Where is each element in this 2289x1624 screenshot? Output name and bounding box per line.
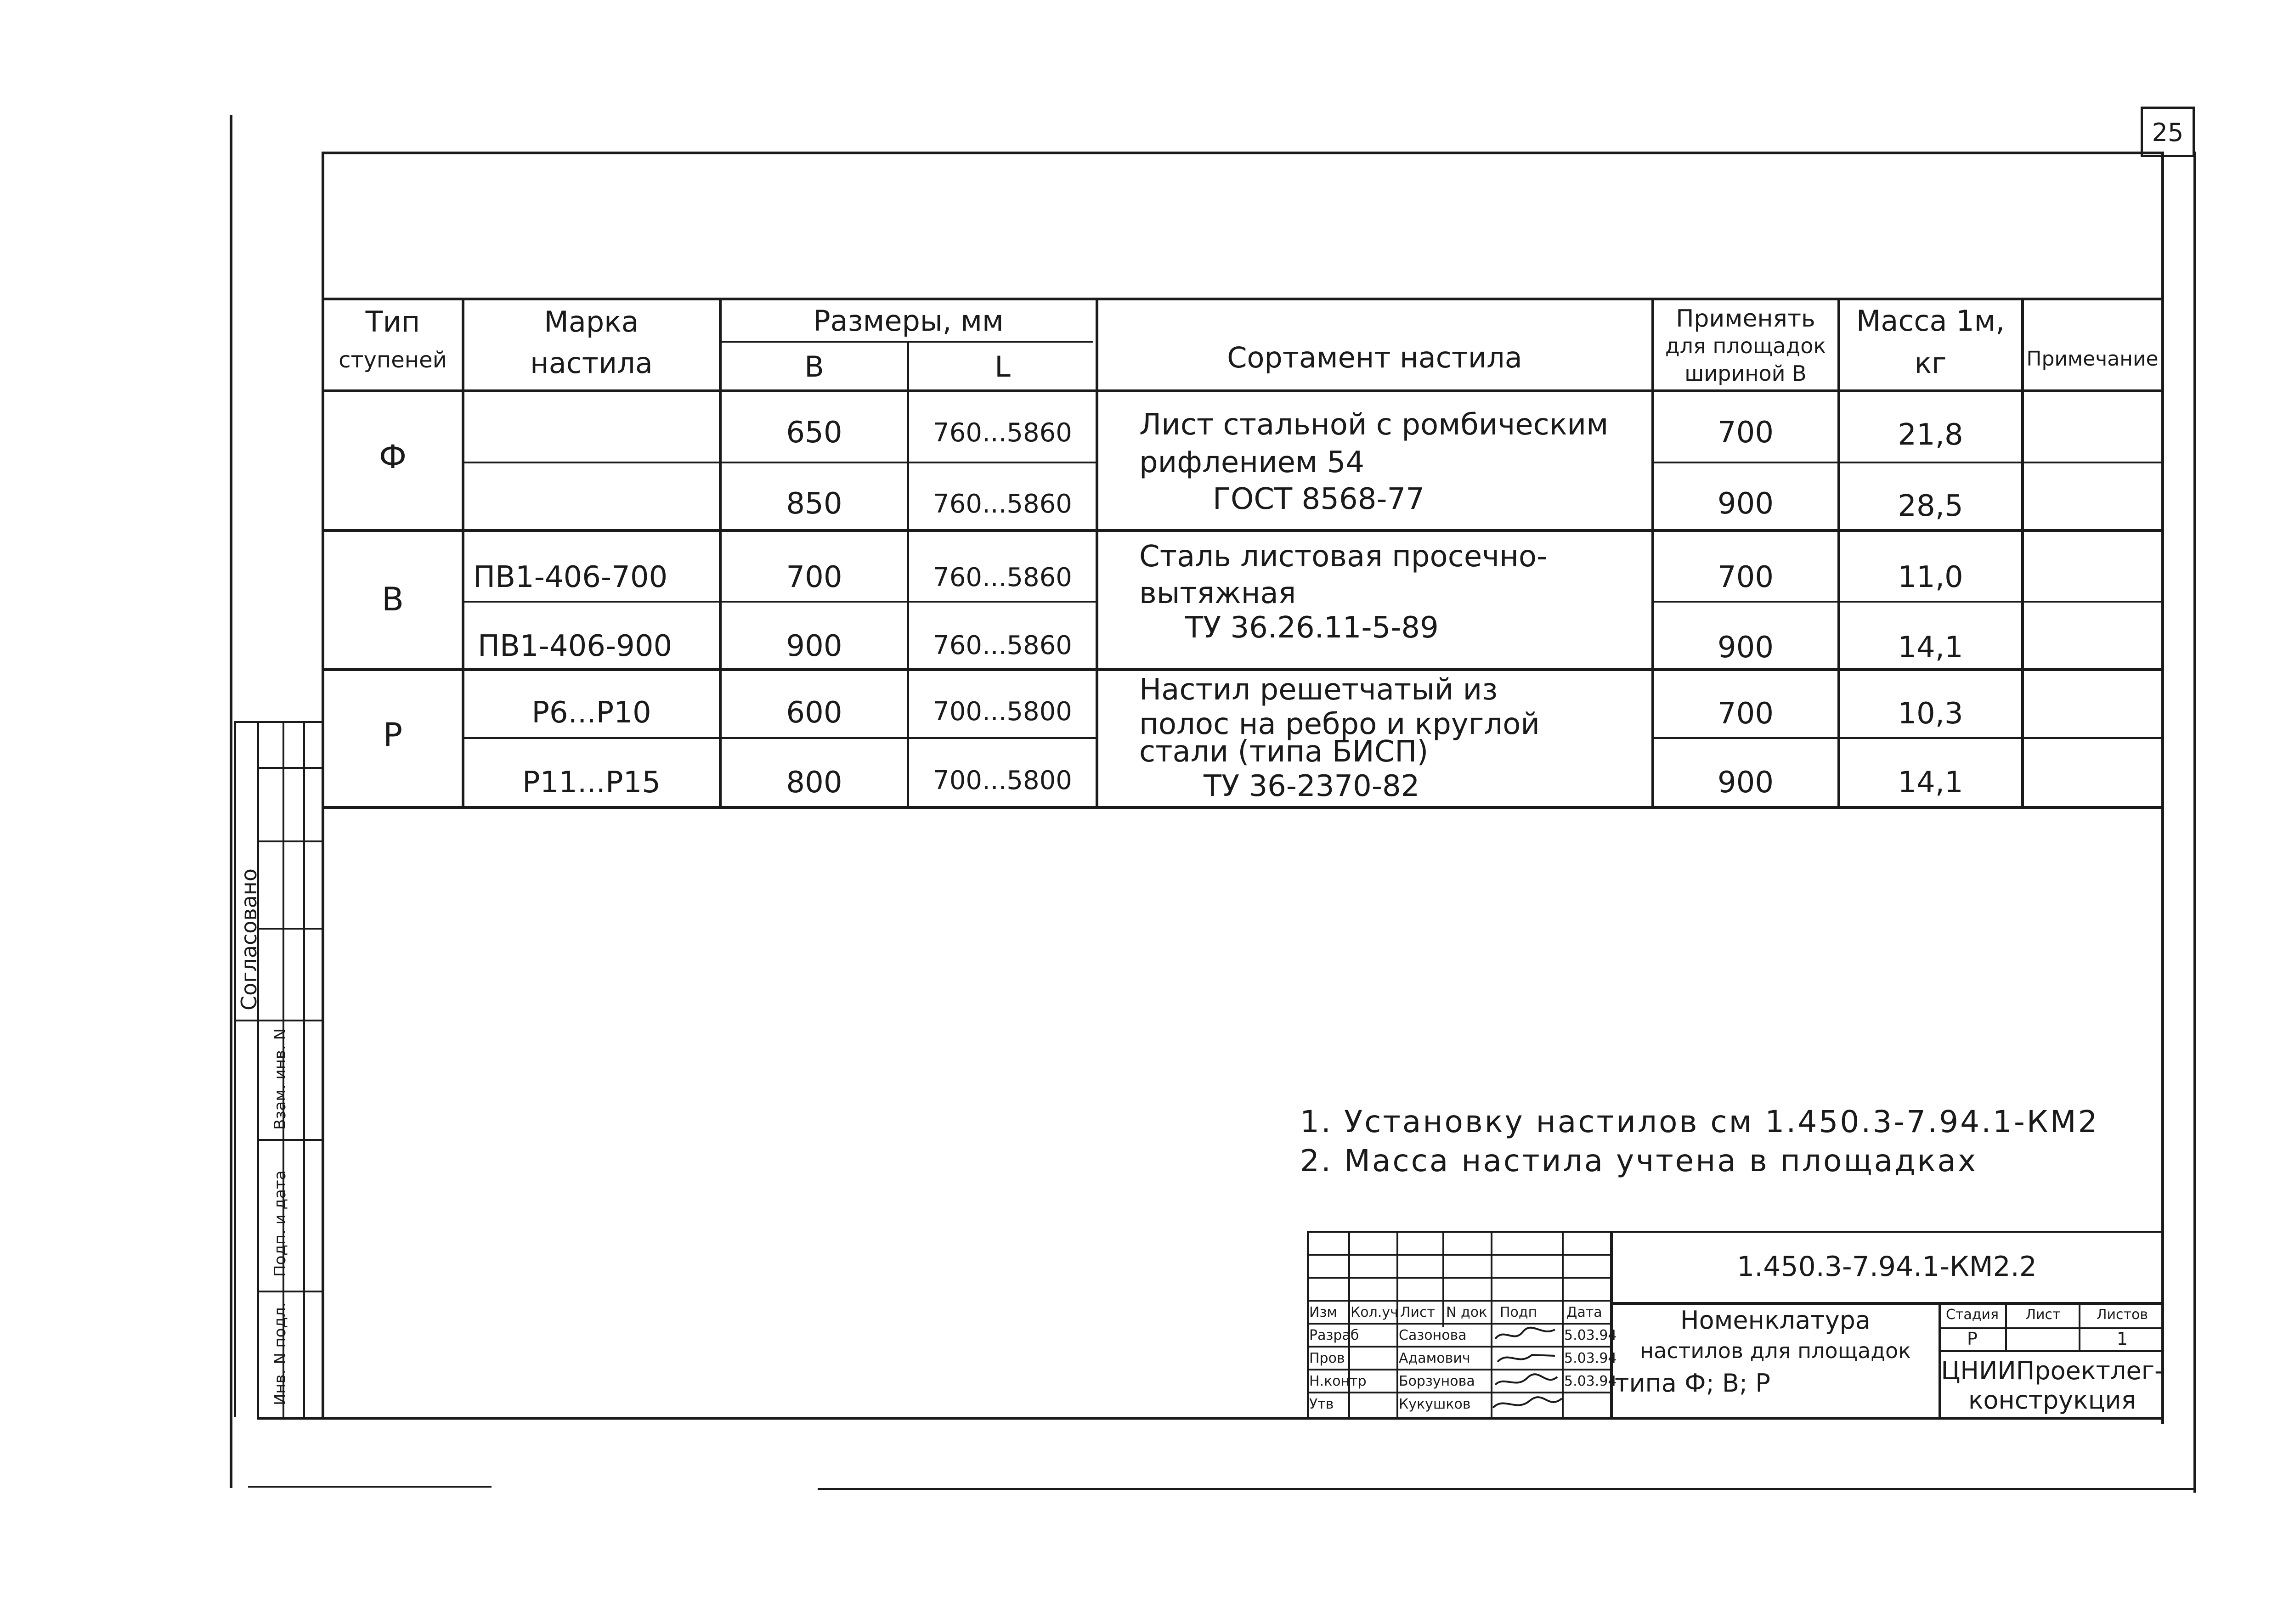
side-h-1 xyxy=(234,721,322,723)
header-mark-2: настила xyxy=(530,346,653,380)
tb-role-4: Утв xyxy=(1309,1396,1334,1412)
side-h-3 xyxy=(257,840,322,842)
header-sizes: Размеры, мм xyxy=(813,304,1004,338)
tb-sheets-label: Листов xyxy=(2096,1307,2148,1323)
tb-grid-v2 xyxy=(1396,1231,1398,1417)
row-f2-l: 760...5860 xyxy=(933,489,1072,519)
row-v2-apply: 900 xyxy=(1717,631,1774,665)
group-r-assortment-4: ТУ 36-2370-82 xyxy=(1204,769,1420,803)
sheet-number: 25 xyxy=(2152,118,2184,147)
side-h-4 xyxy=(257,928,322,930)
col-line-4 xyxy=(1096,298,1098,807)
tb-title-2: настилов для площадок xyxy=(1640,1338,1911,1363)
group-type-r: Р xyxy=(383,716,403,754)
row-r1-mass: 10,3 xyxy=(1898,697,1963,731)
tb-col-data: Дата xyxy=(1566,1304,1602,1320)
tb-col-podp: Подп xyxy=(1500,1304,1537,1320)
row-f1-l: 760...5860 xyxy=(933,418,1072,448)
outer-right-line xyxy=(2193,152,2196,1493)
frame-bottom-line xyxy=(257,1417,2164,1420)
frame-right-line xyxy=(2161,152,2164,1424)
sizes-subheader-line xyxy=(719,341,1093,343)
signature-marks xyxy=(1491,1323,1564,1415)
row-r1-apply: 700 xyxy=(1717,697,1774,731)
row-f2-mass: 28,5 xyxy=(1898,489,1963,523)
tb-stage-line-2 xyxy=(1939,1350,2164,1352)
tb-name-2: Адамович xyxy=(1399,1350,1470,1366)
row-f1-b: 650 xyxy=(786,416,842,450)
note-2: 2. Масса настила учтена в площадках xyxy=(1300,1143,1978,1179)
side-line-1 xyxy=(234,721,236,1417)
group-r-assortment-2: полос на ребро и круглой xyxy=(1139,707,1540,741)
header-assortment: Сортамент настила xyxy=(1227,341,1522,374)
header-bottom-line xyxy=(322,389,2164,392)
row-line-r xyxy=(464,737,1098,739)
row-r2-mass: 14,1 xyxy=(1898,766,1963,800)
header-mark-1: Марка xyxy=(544,305,639,338)
tb-grid-h6 xyxy=(1307,1369,1610,1370)
side-h-6 xyxy=(257,1139,322,1141)
row-v1-mass: 11,0 xyxy=(1898,560,1963,594)
tb-col-ndok: N док xyxy=(1446,1304,1487,1320)
row-line-v-right xyxy=(1651,601,2164,603)
row-f1-mass: 21,8 xyxy=(1898,418,1963,452)
row-v2-l: 760...5860 xyxy=(933,631,1072,660)
table-bottom-line xyxy=(322,806,2164,809)
outer-bottom-line xyxy=(818,1488,2193,1490)
header-type-2: ступеней xyxy=(339,347,447,373)
tb-stage-value: Р xyxy=(1967,1329,1978,1349)
header-type-1: Тип xyxy=(365,305,420,338)
group-f-assortment-3: ГОСТ 8568-77 xyxy=(1213,482,1424,516)
row-v2-mark: ПВ1-406-900 xyxy=(478,629,673,663)
row-r1-l: 700...5800 xyxy=(933,697,1072,727)
row-v2-mass: 14,1 xyxy=(1898,631,1963,665)
group-type-f: Ф xyxy=(379,438,407,476)
tb-grid-h7 xyxy=(1307,1392,1610,1393)
tb-top xyxy=(1307,1231,2164,1233)
row-r2-b: 800 xyxy=(786,766,842,800)
row-v1-l: 760...5860 xyxy=(933,563,1072,592)
note-1: 1. Установку настилов см 1.450.3-7.94.1-КМ2 xyxy=(1300,1104,2099,1139)
tb-sheet-label: Лист xyxy=(2025,1307,2061,1323)
table-top-line xyxy=(322,298,2164,300)
header-apply-1: Применять xyxy=(1676,305,1815,333)
tb-sheets-value: 1 xyxy=(2116,1329,2128,1349)
row-line-f-right xyxy=(1651,462,2164,463)
tb-doc-code: 1.450.3-7.94.1-КМ2.2 xyxy=(1737,1251,2037,1283)
tb-stage-v2 xyxy=(2079,1302,2080,1350)
row-f2-b: 850 xyxy=(786,487,842,521)
row-line-r-right xyxy=(1651,737,2164,739)
tb-grid-h2 xyxy=(1307,1277,1610,1279)
tb-name-3: Борзунова xyxy=(1399,1373,1475,1389)
header-l: L xyxy=(995,350,1011,383)
row-v2-b: 900 xyxy=(786,629,842,663)
frame-top-line xyxy=(322,152,2164,154)
tb-org-1: ЦНИИПроектлег- xyxy=(1941,1356,2164,1385)
header-note: Примечание xyxy=(2026,347,2159,371)
side-h-5 xyxy=(234,1020,322,1021)
row-v1-mark: ПВ1-406-700 xyxy=(473,560,668,594)
group-line-2 xyxy=(322,668,2164,671)
group-v-assortment-1: Сталь листовая просечно- xyxy=(1139,540,1548,574)
side-h-7 xyxy=(257,1291,322,1292)
col-line-3 xyxy=(907,341,909,807)
tb-col-list: Лист xyxy=(1400,1304,1436,1320)
tb-date-3: 5.03.94 xyxy=(1564,1373,1617,1389)
header-b: В xyxy=(804,350,824,383)
tb-title-1: Номенклатура xyxy=(1680,1306,1871,1335)
tb-stage-v1 xyxy=(2005,1302,2007,1350)
group-r-assortment-3: стали (типа БИСП) xyxy=(1139,735,1429,769)
tb-stage-label: Стадия xyxy=(1945,1307,1999,1323)
outer-left-line xyxy=(230,115,232,1488)
row-f1-apply: 700 xyxy=(1717,416,1774,450)
tb-title-3: типа Ф; В; Р xyxy=(1615,1369,1770,1398)
tb-col-kol: Кол.уч xyxy=(1351,1304,1398,1320)
frame-left-line xyxy=(322,152,324,1419)
tb-grid-h4 xyxy=(1307,1323,1610,1325)
side-agreed: Согласовано xyxy=(237,868,261,1010)
tb-grid-h5 xyxy=(1307,1346,1610,1348)
tb-role-3: Н.контр xyxy=(1309,1373,1367,1389)
row-f2-apply: 900 xyxy=(1717,487,1774,521)
row-line-v xyxy=(464,601,1098,603)
side-line-4 xyxy=(303,721,305,1417)
tb-name-4: Кукушков xyxy=(1399,1396,1471,1412)
tb-grid-v3 xyxy=(1442,1231,1444,1327)
outer-bottom-left-line xyxy=(248,1486,492,1488)
col-line-7 xyxy=(2021,298,2024,807)
group-line-1 xyxy=(322,529,2164,532)
header-mass-2: кг xyxy=(1914,346,1947,380)
tb-name-1: Сазонова xyxy=(1399,1327,1467,1343)
header-mass-1: Масса 1м, xyxy=(1856,304,2005,338)
side-label-2: Подп. и дата xyxy=(271,1170,289,1277)
tb-role-1: Разраб xyxy=(1309,1327,1359,1343)
group-v-assortment-3: ТУ 36.26.11-5-89 xyxy=(1185,611,1439,645)
tb-org-2: конструкция xyxy=(1968,1386,2136,1415)
tb-date-2: 5.03.94 xyxy=(1564,1350,1617,1366)
side-label-3: Взам. инв. N xyxy=(271,1028,289,1130)
row-r2-l: 700...5800 xyxy=(933,766,1072,795)
side-line-2 xyxy=(257,721,259,1417)
group-v-assortment-2: вытяжная xyxy=(1139,576,1296,610)
group-f-assortment-1: Лист стальной с ромбическим xyxy=(1139,408,1609,442)
group-type-v: В xyxy=(381,581,404,618)
header-apply-2: для площадок xyxy=(1665,333,1826,358)
row-r2-apply: 900 xyxy=(1717,766,1774,800)
row-r1-mark: Р6...Р10 xyxy=(531,696,651,730)
row-v1-b: 700 xyxy=(786,560,842,594)
row-v1-apply: 700 xyxy=(1717,560,1774,594)
tb-code-bottom xyxy=(1610,1302,2164,1305)
tb-grid-h1 xyxy=(1307,1254,1610,1256)
tb-date-1: 5.03.94 xyxy=(1564,1327,1617,1343)
side-label-1: Инв. N подл. xyxy=(271,1302,289,1405)
group-f-assortment-2: рифлением 54 xyxy=(1139,445,1365,479)
group-r-assortment-1: Настил решетчатый из xyxy=(1139,673,1498,707)
row-line-f xyxy=(464,462,1098,463)
row-r1-b: 600 xyxy=(786,696,842,730)
row-r2-mark: Р11...Р15 xyxy=(522,766,661,800)
side-h-2 xyxy=(257,767,322,769)
header-apply-3: шириной В xyxy=(1684,361,1807,386)
tb-col-izm: Изм xyxy=(1309,1304,1338,1320)
tb-role-2: Пров xyxy=(1309,1350,1345,1366)
tb-grid-h3 xyxy=(1307,1300,1610,1302)
